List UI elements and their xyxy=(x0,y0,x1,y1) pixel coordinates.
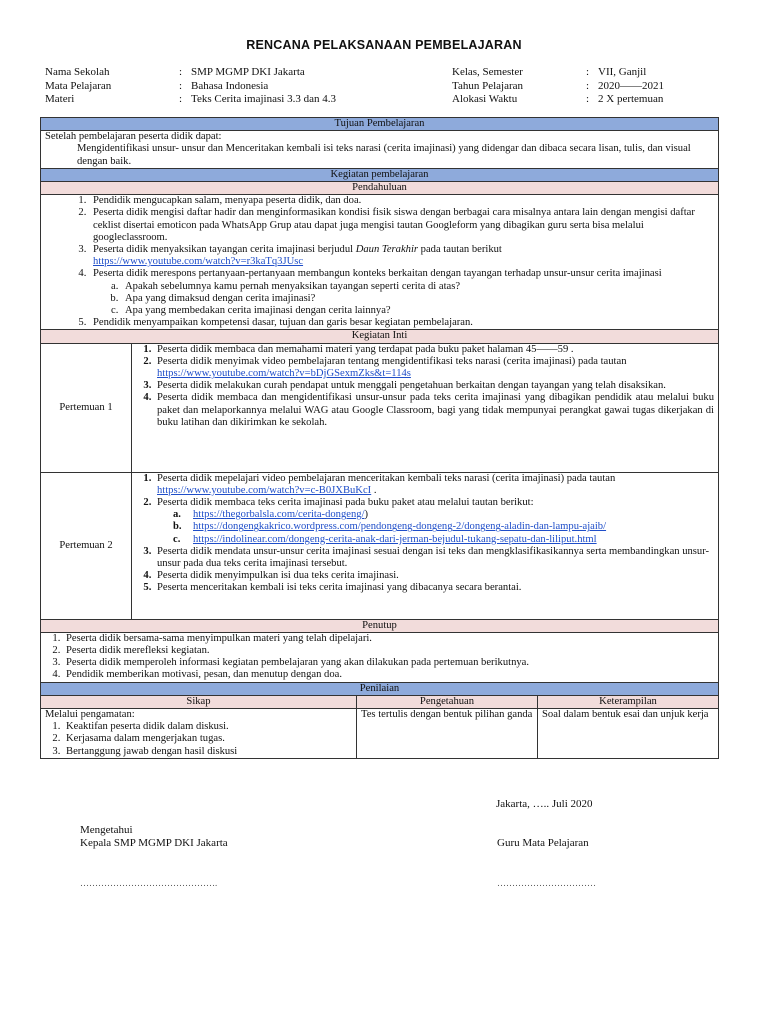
list-item: 5. Pendidik menyampaikan kompetensi dasar, tujuan dan garis besar kegiatan pembelajaran. xyxy=(89,317,714,329)
list-item: 1. Peserta didik membaca dan memahami materi yang terdapat pada buku paket halaman 45——59 . xyxy=(154,344,714,356)
list-item: 2. Kerjasama dalam mengerjakan tugas. xyxy=(63,733,352,745)
youtube-link[interactable]: https://www.youtube.com/watch?v=bDjGSexmZks&t=114s xyxy=(157,368,411,380)
list-item: 3. Peserta didik melakukan curah pendapat untuk menggali pengetahuan berkaitan dengan tayangan yang telah disaksikan. xyxy=(154,380,714,392)
info-value: 2020——2021 xyxy=(598,79,664,92)
list-item: 1. Keaktifan peserta didik dalam diskusi. xyxy=(63,721,352,733)
list-item: 3. Bertanggung jawab dengan hasil diskusi xyxy=(63,746,352,758)
sikap-intro: Melalui pengamatan: xyxy=(45,709,135,721)
pendahuluan-list-cont xyxy=(45,317,714,329)
kegiatan-header: Kegiatan pembelajaran xyxy=(41,168,719,181)
item-text: Peserta didik merespons pertanyaan-pertanyaan membangun konteks berkaitan dengan tayangan terhadap unsur-unsur cerita imajinasi xyxy=(93,268,662,280)
item-text: Peserta didik menyaksikan tayangan cerita imajinasi berjudul xyxy=(93,244,354,256)
question-item: c. Apa yang membedakan cerita imajinasi dengan cerita lainnya? xyxy=(121,305,714,317)
tujuan-header: Tujuan Pembelajaran xyxy=(41,118,719,131)
sign-date: Jakarta, ….. Juli 2020 xyxy=(496,798,593,810)
pertemuan-2-cell xyxy=(132,472,719,619)
info-colon: : xyxy=(586,79,590,92)
link-letter: a. xyxy=(173,509,181,521)
tujuan-cell xyxy=(41,131,719,169)
list-item: 4. Peserta didik menyimpulkan isi dua teks cerita imajinasi. xyxy=(154,570,714,582)
sikap-list xyxy=(45,721,352,758)
story-links xyxy=(173,509,714,546)
link-letter: c. xyxy=(173,533,181,545)
info-colon: : xyxy=(179,93,183,105)
lesson-plan-table xyxy=(40,117,719,759)
info-value: VII, Ganjil xyxy=(598,66,647,78)
sign-guru: Guru Mata Pelajaran xyxy=(497,837,589,849)
question-list xyxy=(45,281,714,318)
col-keterampilan: Keterampilan xyxy=(538,695,719,708)
pertemuan-1-label: Pertemuan 1 xyxy=(41,343,132,472)
link-letter: b. xyxy=(173,521,182,533)
info-key: Nama Sekolah xyxy=(45,66,110,78)
list-item: 3. Peserta didik memperoleh informasi kegiatan pembelajaran yang akan dilakukan pada pertemuan berikutnya. xyxy=(63,657,714,669)
penutup-list xyxy=(45,633,714,682)
school-info-left xyxy=(45,66,336,107)
penilaian-header: Penilaian xyxy=(41,682,719,695)
signature-line-left: ………………………………………. xyxy=(80,878,218,888)
list-item: 4. Pendidik memberikan motivasi, pesan, dan menutup dengan doa. xyxy=(63,669,714,681)
info-value: 2 X pertemuan xyxy=(598,93,664,105)
sikap-cell xyxy=(41,709,357,759)
link-suffix: ) xyxy=(364,509,369,521)
youtube-link[interactable]: https://www.youtube.com/watch?v=c-B0JXBuKcI xyxy=(157,484,372,496)
list-item: 2. Peserta didik mengisi daftar hadir dan menginformasikan kondisi fisik siswa dengan berbagai cara misalnya antara lain dengan mengisi daftar ceklist disertai emoticon pada WhatsApp Grup atau dapat juga mengisi tautan Googleform yang dibagikan guru serta bisa melalui googleclassroom. xyxy=(89,207,714,244)
list-item xyxy=(154,473,714,497)
sign-kepala: Kepala SMP MGMP DKI Jakarta xyxy=(80,837,228,849)
info-colon: : xyxy=(586,66,590,78)
item-text: Peserta didik membaca teks cerita imajinasi pada buku paket atau melalui tautan berikut: xyxy=(157,497,534,509)
tujuan-text: Mengidentifikasi unsur- unsur dan Menceritakan kembali isi teks narasi (cerita imajinasi) yang didengar dan dibaca secara lisan, tulis, dan visual dengan baik. xyxy=(77,143,691,167)
col-sikap: Sikap xyxy=(41,695,357,708)
item-text: Peserta didik mepelajari video pembelajaran menceritakan kembali teks narasi (cerita imajinasi) pada tautan xyxy=(157,472,616,484)
item-text: pada tautan berikut xyxy=(418,244,502,256)
list-item: 1. Peserta didik bersama-sama menyimpulkan materi yang telah dipelajari. xyxy=(63,633,714,645)
tujuan-intro: Setelah pembelajaran peserta didik dapat: xyxy=(45,131,222,143)
story-link[interactable]: https://thegorbalsla.com/cerita-dongeng/ xyxy=(193,509,365,521)
story-link[interactable]: https://dongengkakrico.wordpress.com/pendongeng-dongeng-2/dongeng-aladin-dan-lampu-ajaib/ xyxy=(193,521,607,533)
info-row-school xyxy=(45,66,336,80)
info-key: Alokasi Waktu xyxy=(452,93,518,105)
info-key: Materi xyxy=(45,93,75,105)
info-colon: : xyxy=(179,66,183,78)
pengetahuan-cell: Tes tertulis dengan bentuk pilihan ganda xyxy=(357,709,538,759)
list-item xyxy=(89,244,714,268)
list-item: 5. Peserta menceritakan kembali isi teks cerita imajinasi yang dibacanya secara berantai. xyxy=(154,582,714,594)
question-item: a. Apakah sebelumnya kamu pernah menyaksikan tayangan seperti cerita di atas? xyxy=(121,281,714,293)
info-key: Kelas, Semester xyxy=(452,66,523,78)
list-item: 1. Pendidik mengucapkan salam, menyapa peserta didik, dan doa. xyxy=(89,195,714,207)
info-row-subject xyxy=(45,80,336,94)
list-item xyxy=(89,268,714,280)
item-text: . xyxy=(371,484,377,496)
video-title: Daun Terakhir xyxy=(355,244,419,256)
info-key: Mata Pelajaran xyxy=(45,79,112,92)
document-title: RENCANA PELAKSANAAN PEMBELAJARAN xyxy=(246,38,522,52)
sign-mengetahui: Mengetahui xyxy=(80,824,133,836)
signature-line-right: …………………………… xyxy=(497,878,596,888)
pertemuan-1-cell xyxy=(132,343,719,472)
story-link-item xyxy=(173,509,714,521)
info-row-time xyxy=(452,93,664,107)
info-value: Teks Cerita imajinasi 3.3 dan 4.3 xyxy=(191,93,336,105)
list-item xyxy=(154,356,714,380)
pertemuan-2-label: Pertemuan 2 xyxy=(41,472,132,619)
list-item xyxy=(154,497,714,546)
keterampilan-cell: Soal dalam bentuk esai dan unjuk kerja xyxy=(538,709,719,759)
story-link-item xyxy=(173,534,714,546)
info-key: Tahun Pelajaran xyxy=(452,79,524,92)
list-item: 3. Peserta didik mendata unsur-unsur cerita imajinasi sesuai dengan isi teks dan mengklasifikasikannya serta membandingkan unsur-unsur pada dua teks cerita imajinasi tersebut. xyxy=(154,546,714,570)
school-info-right xyxy=(452,66,664,107)
penutup-header: Penutup xyxy=(41,619,719,632)
info-value: Bahasa Indonesia xyxy=(191,79,269,92)
info-row-class xyxy=(452,66,664,80)
col-pengetahuan: Pengetahuan xyxy=(357,695,538,708)
pertemuan-2-list xyxy=(136,473,714,595)
info-colon: : xyxy=(179,79,183,92)
question-item: b. Apa yang dimaksud dengan cerita imajinasi? xyxy=(121,293,714,305)
item-text: Peserta didik menyimak video pembelajaran tentang mengidentifikasi teks narasi (cerita imajinasi) pada tautan xyxy=(157,355,627,367)
info-colon: : xyxy=(586,93,590,105)
youtube-link[interactable]: https://www.youtube.com/watch?v=r3kaTq3JUsc xyxy=(93,256,304,268)
penutup-cell xyxy=(41,632,719,682)
inti-header: Kegiatan Inti xyxy=(41,330,719,343)
pendahuluan-list xyxy=(45,195,714,280)
list-item: 2. Peserta didik merefleksi kegiatan. xyxy=(63,645,714,657)
pendahuluan-header: Pendahuluan xyxy=(41,182,719,195)
info-row-year xyxy=(452,80,664,94)
pertemuan-1-list xyxy=(136,344,714,429)
info-row-material xyxy=(45,93,336,107)
story-link-item xyxy=(173,521,714,533)
pendahuluan-cell xyxy=(41,195,719,330)
story-link[interactable]: https://indolinear.com/dongeng-cerita-anak-dari-jerman-bejudul-tukang-sepatu-dan-liliput.html xyxy=(193,533,597,545)
list-item: 4. Peserta didik membaca dan mengidentifikasi unsur-unsur pada teks cerita imajinasi yang dibagikan pendidik atau melalui buku paket dan melaporkannya melalui WAG atau Google Classroom, bagi yang tidak mempunyai perangkat gawai tugas dikerjakan di buku latihan dan dikirimkan ke sekolah. xyxy=(154,392,714,429)
info-value: SMP MGMP DKI Jakarta xyxy=(191,66,305,78)
